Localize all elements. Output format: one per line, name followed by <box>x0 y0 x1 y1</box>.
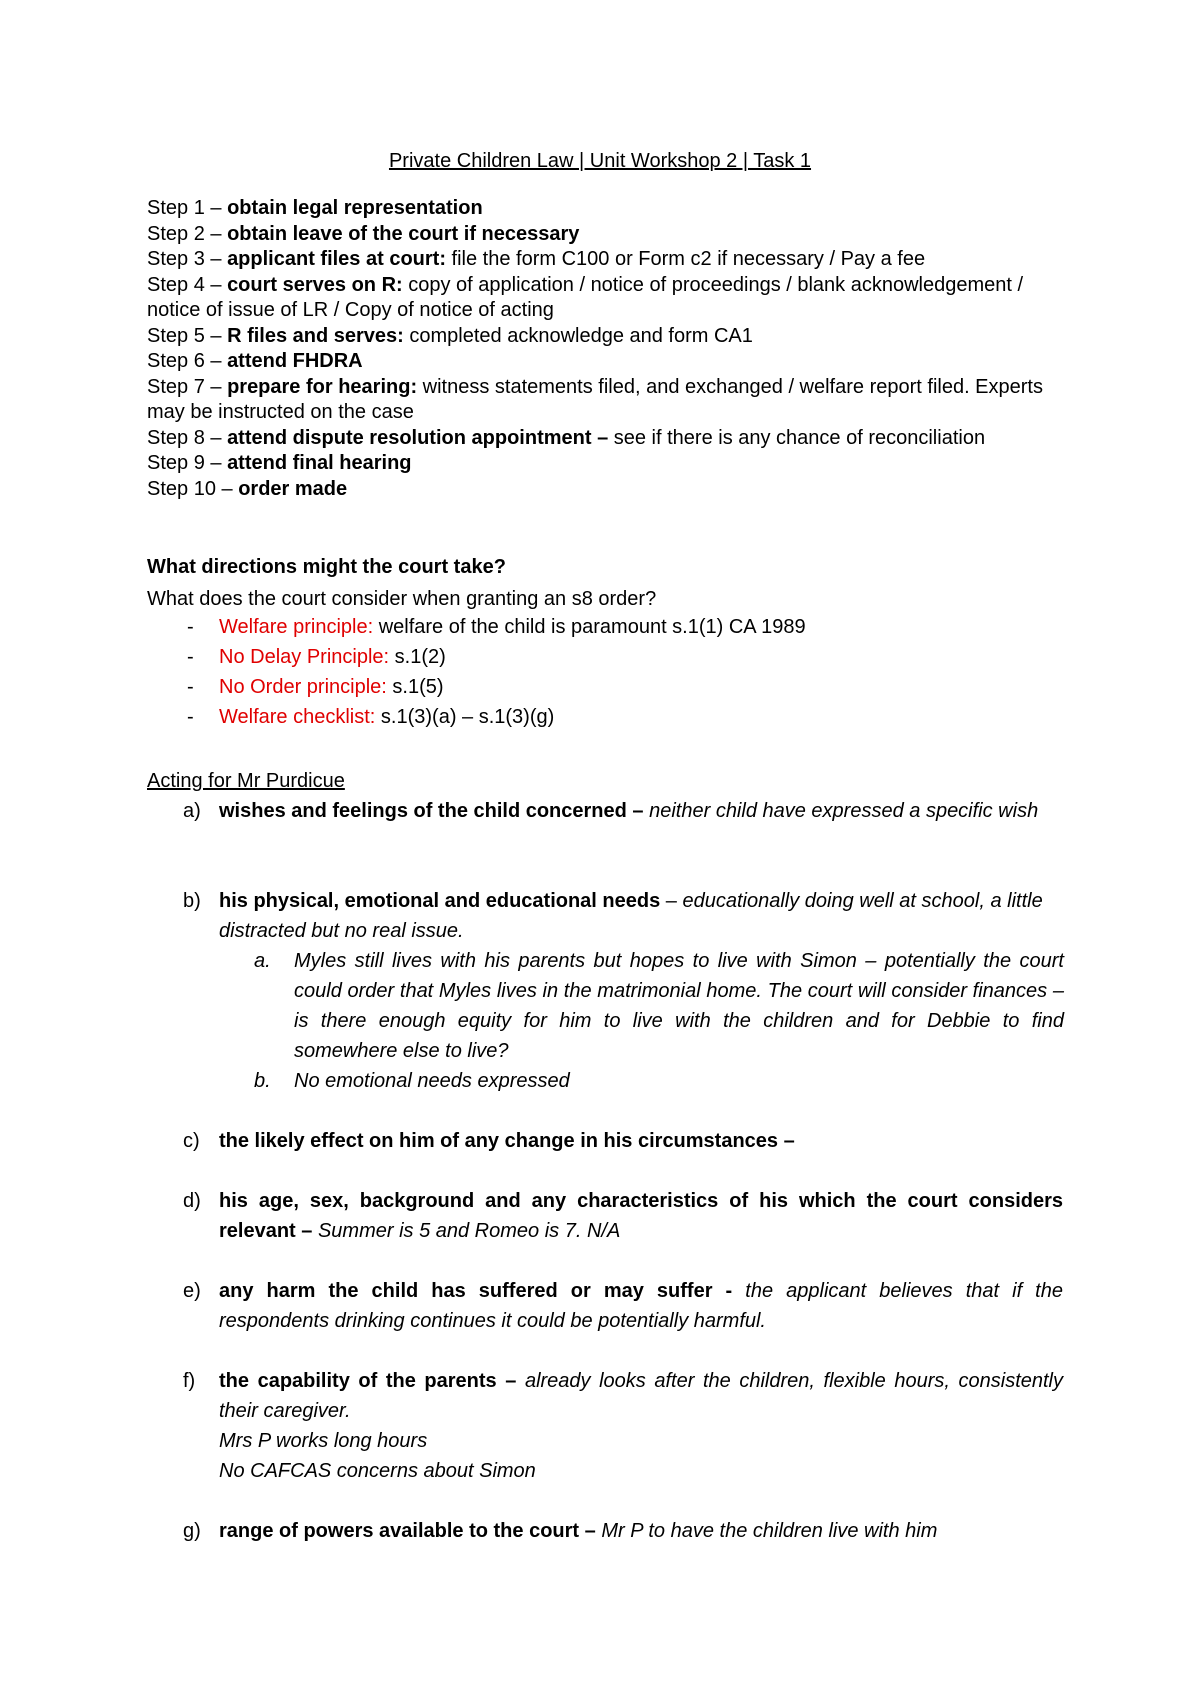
s8-question: What does the court consider when granting an s8 order? <box>147 588 657 610</box>
principles-list <box>147 612 1067 732</box>
step-item: Step 4 – court serves on R: copy of application / notice of proceedings / blank acknowledgement / notice of issue of LR / Copy of notice of acting <box>147 273 1024 321</box>
acting-heading: Acting for Mr Purdicue <box>147 770 345 792</box>
step-item: Step 3 – applicant files at court: file the form C100 or Form c2 if necessary / Pay a fee <box>147 248 926 270</box>
step-item: Step 8 – attend dispute resolution appointment – see if there is any chance of reconciliation <box>147 426 986 449</box>
directions-question: What directions might the court take? <box>147 556 506 578</box>
steps-list <box>147 196 1067 502</box>
list-item: - Welfare principle: welfare of the child is paramount s.1(1) CA 1989 <box>187 616 806 638</box>
checklist-item-a: a) wishes and feelings of the child concerned – neither child have expressed a specific wish <box>183 800 1039 822</box>
checklist-subitem: b. No emotional needs expressed <box>254 1070 570 1092</box>
checklist-item-d: d) his age, sex, background and any characteristics of his which the court considers relevant – Summer is 5 and Romeo is 7. N/A <box>183 1190 1063 1242</box>
checklist-subitem: a. Myles still lives with his parents but hopes to live with Simon – potentially the court could order that Myles lives in the matrimonial home. The court will consider finances – is there enough equity for him to live with the children and for Debbie to find somewhere else to live? <box>254 950 1064 1062</box>
list-item: - Welfare checklist: s.1(3)(a) – s.1(3)(g) <box>187 706 555 728</box>
checklist-item-b: b) his physical, emotional and educational needs – educationally doing well at school, a little distracted but no real issue. <box>183 890 1043 942</box>
step-item: Step 5 – R files and serves: completed acknowledge and form CA1 <box>147 324 753 347</box>
step-item: Step 10 – order made <box>147 477 348 500</box>
checklist-item-e: e) any harm the child has suffered or may suffer - the applicant believes that if the respondents drinking continues it could be potentially harmful. <box>183 1280 1063 1332</box>
list-item: - No Order principle: s.1(5) <box>187 676 444 698</box>
checklist-item-c: c) the likely effect on him of any change in his circumstances – <box>183 1130 795 1152</box>
list-item: - No Delay Principle: s.1(2) <box>187 646 446 668</box>
step-item: Step 6 – attend FHDRA <box>147 350 363 372</box>
step-item: Step 2 – obtain leave of the court if necessary <box>147 222 580 245</box>
checklist-item-f: f) the capability of the parents – already looks after the children, flexible hours, consistently their caregiver. Mrs P works long hours No CAFCAS concerns about Simon <box>183 1370 1063 1482</box>
step-item: Step 9 – attend final hearing <box>147 452 412 474</box>
step-item: Step 1 – obtain legal representation <box>147 197 483 219</box>
document-title: Private Children Law | Unit Workshop 2 | Task 1 <box>388 150 812 172</box>
checklist-item-g: g) range of powers available to the court – Mr P to have the children live with him <box>183 1520 938 1542</box>
step-item: Step 7 – prepare for hearing: witness statements filed, and exchanged / welfare report filed. Experts may be instructed on the case <box>147 375 1043 423</box>
